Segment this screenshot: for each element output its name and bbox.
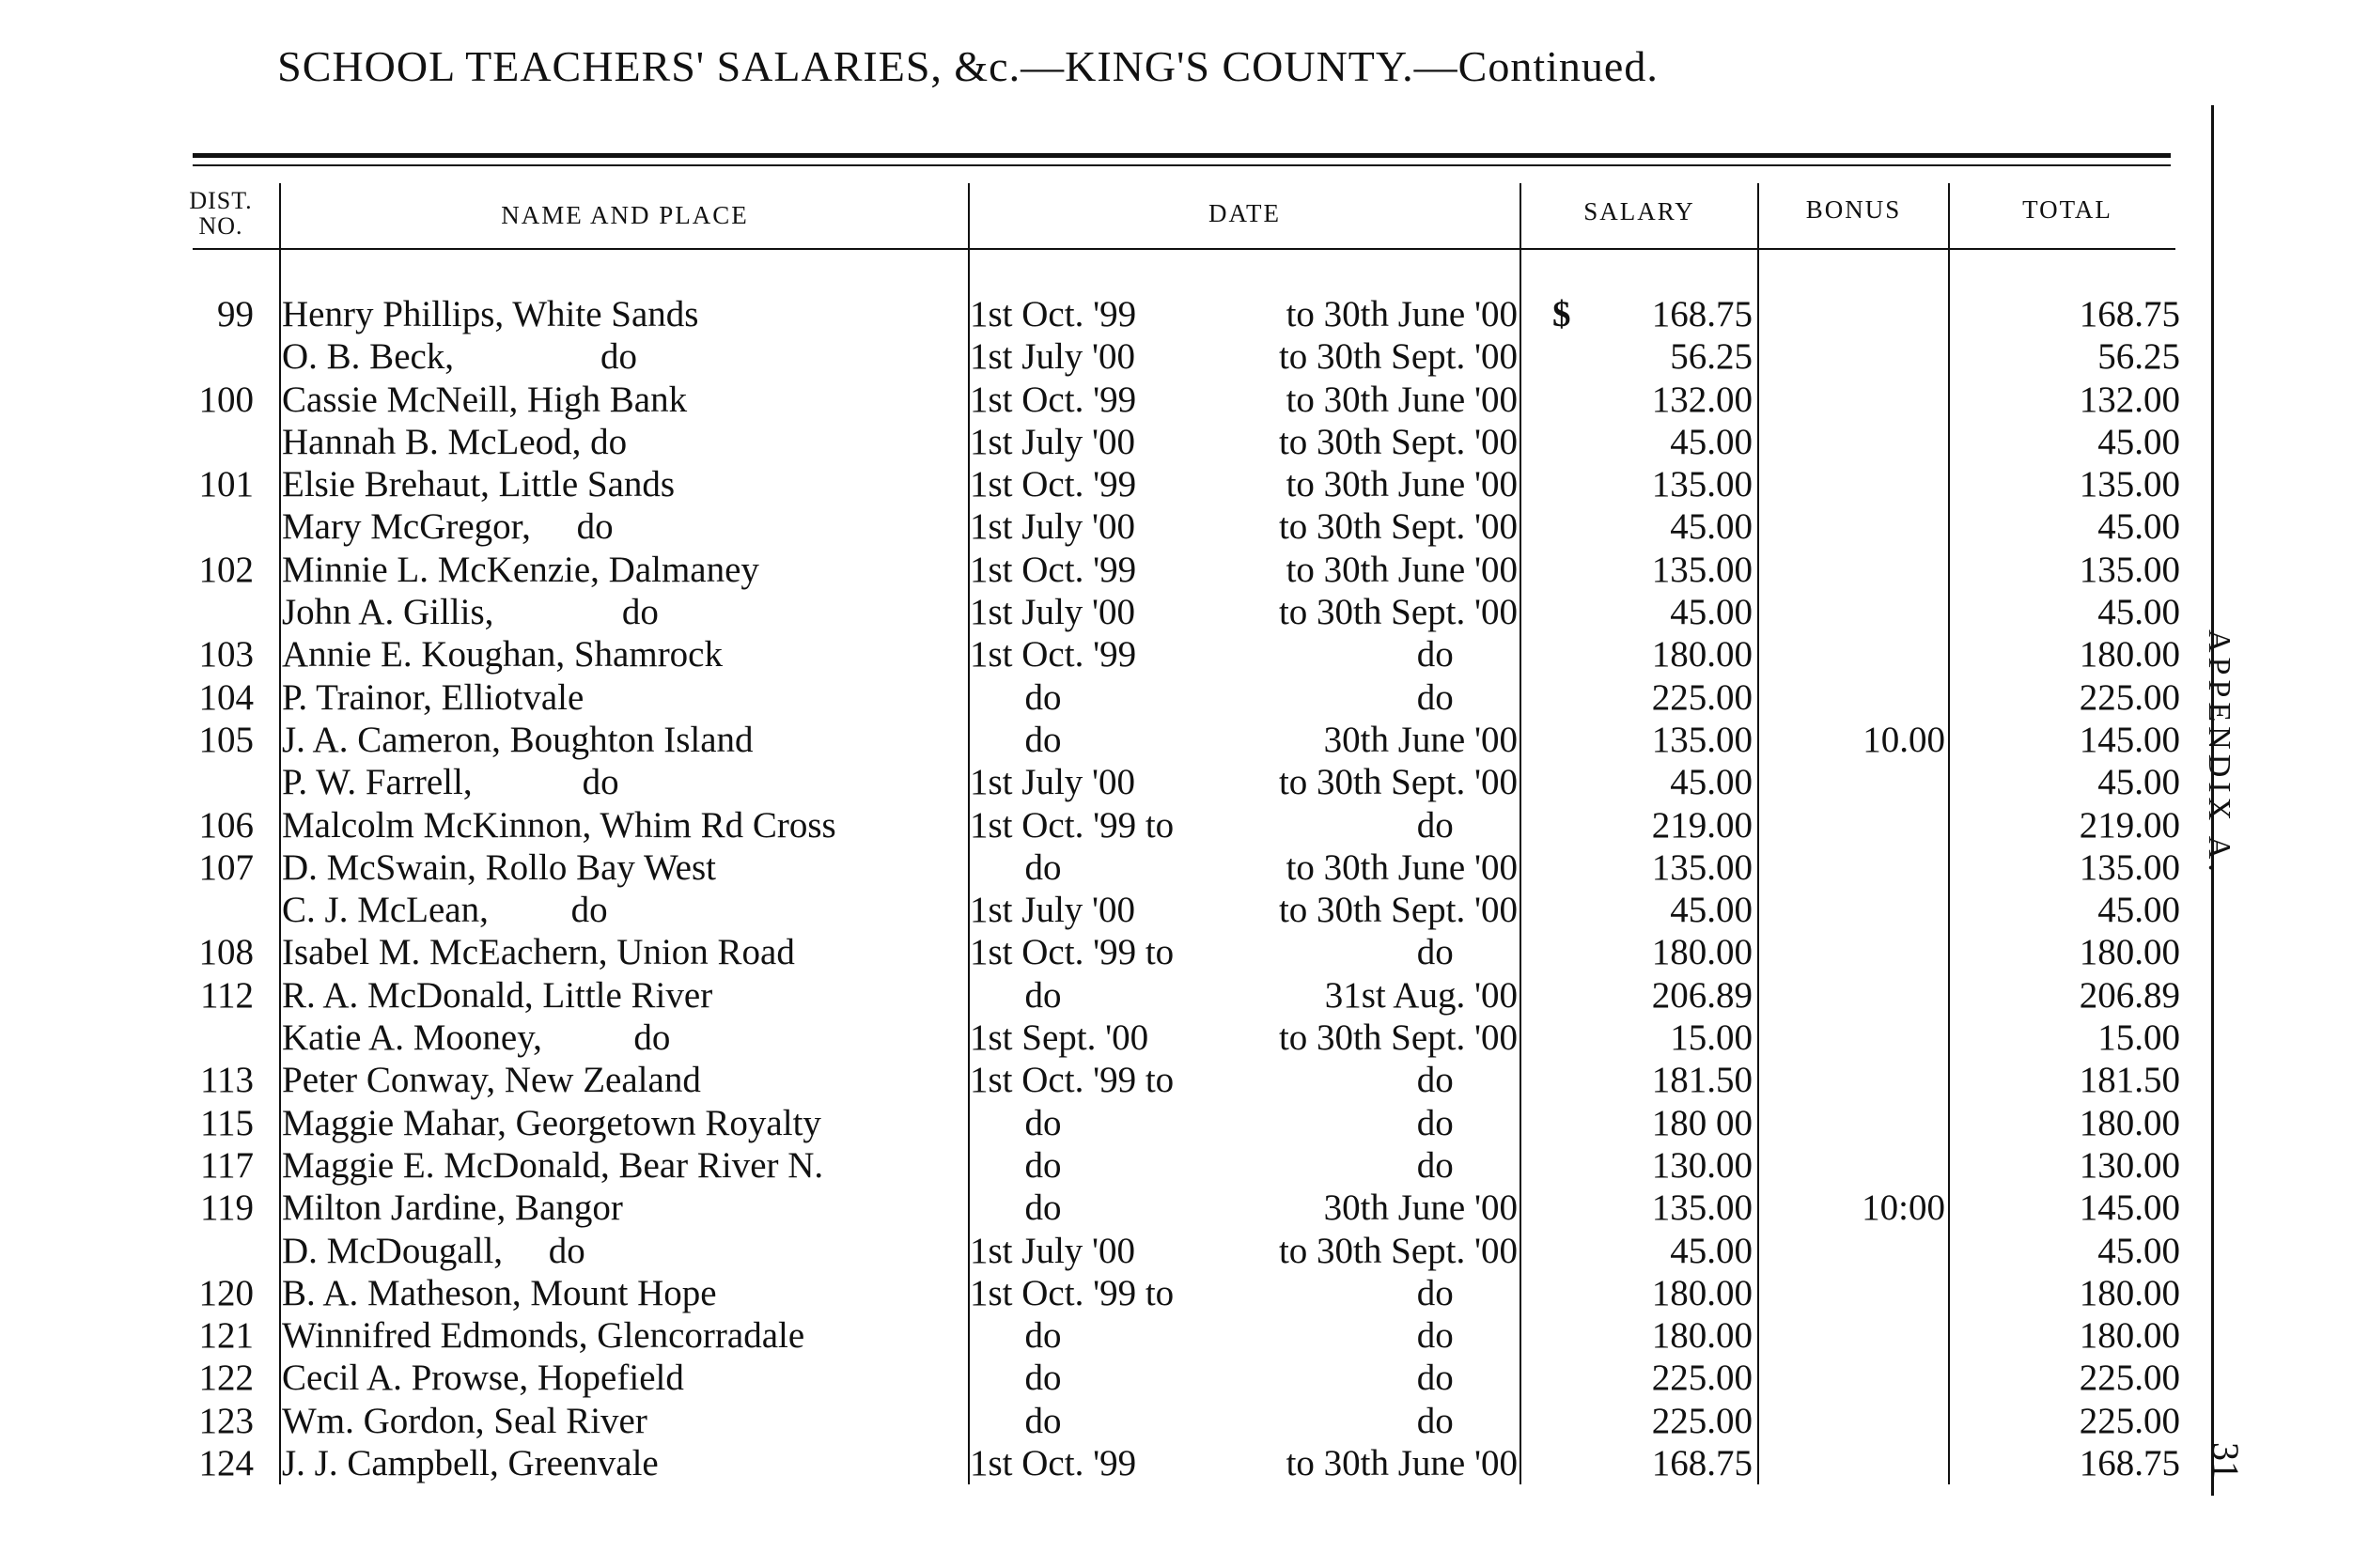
date-to-cell: to 30th June '00: [1286, 846, 1518, 888]
name-place-cell: Elsie Brehaut, Little Sands: [282, 464, 676, 505]
total-cell: 180.00: [2079, 634, 2180, 675]
name-place-cell: Katie A. Mooney, do: [282, 1017, 671, 1059]
table-row: [0, 1400, 2369, 1442]
date-from-cell: do: [970, 1315, 1062, 1357]
date-from-cell: 1st July '00: [970, 506, 1136, 548]
date-from-cell: 1st July '00: [970, 592, 1136, 633]
date-to-cell: do: [1416, 676, 1518, 718]
salary-cell: 45.00: [1670, 421, 1753, 462]
table-row: [0, 505, 2369, 548]
bonus-cell: 10:00: [1862, 1188, 1945, 1229]
header-rule: [193, 248, 2175, 250]
date-to-cell: to 30th Sept. '00: [1278, 1017, 1518, 1059]
table-row: [0, 421, 2369, 463]
total-cell: 181.50: [2079, 1060, 2180, 1101]
date-from-cell: 1st Oct. '99 to: [970, 932, 1175, 973]
table-row: [0, 1230, 2369, 1272]
name-place-cell: Maggie E. McDonald, Bear River N.: [282, 1144, 824, 1186]
dist-no-cell: 104: [198, 676, 254, 718]
header-date: DATE: [1208, 199, 1281, 227]
header-total: TOTAL: [2022, 195, 2112, 224]
dist-no-cell: 124: [198, 1443, 254, 1484]
total-cell: 180.00: [2079, 1102, 2180, 1143]
total-cell: 135.00: [2079, 464, 2180, 505]
date-from-cell: 1st Oct. '99: [970, 294, 1137, 334]
salary-cell: 180.00: [1651, 1315, 1753, 1357]
salary-cell: 135.00: [1651, 464, 1753, 505]
name-place-cell: Wm. Gordon, Seal River: [282, 1400, 647, 1441]
dist-no-cell: 107: [198, 846, 254, 888]
name-place-cell: Malcolm McKinnon, Whim Rd Cross: [282, 804, 836, 846]
date-to-cell: to 30th Sept. '00: [1278, 890, 1518, 931]
name-place-cell: Winnifred Edmonds, Glencorradale: [282, 1315, 805, 1357]
salary-cell: 45.00: [1670, 1230, 1753, 1271]
date-from-cell: do: [970, 1102, 1062, 1143]
salary-cell: 135.00: [1651, 846, 1753, 888]
date-to-cell: do: [1416, 634, 1518, 675]
total-cell: 145.00: [2079, 719, 2180, 760]
total-cell: 180.00: [2079, 1315, 2180, 1357]
salary-cell: 45.00: [1670, 890, 1753, 931]
date-to-cell: to 30th Sept. '00: [1278, 506, 1518, 548]
total-cell: 56.25: [2097, 336, 2180, 378]
date-from-cell: 1st Oct. '99 to: [970, 1060, 1175, 1101]
salary-cell: 45.00: [1670, 762, 1753, 803]
table-row: [0, 1102, 2369, 1144]
date-from-cell: do: [970, 1358, 1062, 1399]
table-row: [0, 463, 2369, 505]
date-to-cell: to 30th Sept. '00: [1278, 592, 1518, 633]
dist-no-cell: 115: [199, 1102, 254, 1143]
salary-cell: 130.00: [1651, 1144, 1753, 1186]
table-row: [0, 591, 2369, 633]
dollar-sign: $: [1552, 294, 1571, 334]
date-from-cell: 1st Oct. '99 to: [970, 1272, 1175, 1313]
name-place-cell: Minnie L. McKenzie, Dalmaney: [282, 549, 759, 590]
salary-cell: 168.75: [1651, 294, 1753, 334]
date-from-cell: 1st Oct. '99: [970, 549, 1137, 590]
table-row: [0, 1059, 2369, 1101]
salary-cell: 15.00: [1670, 1017, 1753, 1059]
top-rule-thin: [193, 164, 2171, 166]
name-place-cell: J. J. Campbell, Greenvale: [282, 1443, 659, 1484]
salary-cell: 219.00: [1651, 804, 1753, 846]
name-place-cell: Isabel M. McEachern, Union Road: [282, 932, 795, 973]
name-place-cell: P. Trainor, Elliotvale: [282, 676, 584, 718]
date-from-cell: 1st Oct. '99: [970, 1443, 1137, 1484]
header-name-place: NAME AND PLACE: [501, 201, 749, 229]
name-place-cell: O. B. Beck, do: [282, 336, 638, 378]
dist-no-cell: 122: [198, 1358, 254, 1399]
date-from-cell: 1st July '00: [970, 336, 1136, 378]
total-cell: 135.00: [2079, 846, 2180, 888]
date-to-cell: 30th June '00: [1323, 719, 1518, 760]
date-to-cell: to 30th June '00: [1286, 549, 1518, 590]
dist-no-cell: 117: [199, 1144, 254, 1186]
total-cell: 130.00: [2079, 1144, 2180, 1186]
name-place-cell: D. McSwain, Rollo Bay West: [282, 846, 716, 888]
date-from-cell: 1st Oct. '99: [970, 464, 1137, 505]
date-from-cell: 1st July '00: [970, 421, 1136, 462]
total-cell: 45.00: [2097, 421, 2180, 462]
table-row: [0, 335, 2369, 378]
date-from-cell: 1st July '00: [970, 1230, 1136, 1271]
table-row: [0, 549, 2369, 591]
table-row: [0, 974, 2369, 1017]
table-row: [0, 676, 2369, 719]
total-cell: 225.00: [2079, 676, 2180, 718]
total-cell: 45.00: [2097, 1230, 2180, 1271]
table-row: [0, 889, 2369, 931]
appendix-label: APPENDIX A.: [2202, 629, 2237, 877]
dist-no-cell: 105: [198, 719, 254, 760]
salary-cell: 206.89: [1651, 974, 1753, 1016]
total-cell: 45.00: [2097, 762, 2180, 803]
date-to-cell: do: [1416, 932, 1518, 973]
salary-cell: 168.75: [1651, 1443, 1753, 1484]
salary-cell: 180.00: [1651, 634, 1753, 675]
salary-cell: 180.00: [1651, 932, 1753, 973]
date-from-cell: 1st July '00: [970, 890, 1136, 931]
salary-cell: 181.50: [1651, 1060, 1753, 1101]
table-row: [0, 1144, 2369, 1187]
total-cell: 45.00: [2097, 890, 2180, 931]
table-row: [0, 846, 2369, 889]
bonus-cell: 10.00: [1862, 719, 1945, 760]
name-place-cell: Cecil A. Prowse, Hopefield: [282, 1358, 684, 1399]
name-place-cell: B. A. Matheson, Mount Hope: [282, 1272, 717, 1313]
date-to-cell: do: [1416, 1272, 1518, 1313]
top-rule-thick: [193, 153, 2171, 158]
dist-no-cell: 120: [198, 1272, 254, 1313]
page-title: SCHOOL TEACHERS' SALARIES, &c.—KING'S COUNTY.—Continued.: [277, 42, 1659, 90]
date-to-cell: do: [1416, 1144, 1518, 1186]
name-place-cell: Milton Jardine, Bangor: [282, 1188, 623, 1229]
dist-no-cell: 121: [198, 1315, 254, 1357]
total-cell: 132.00: [2079, 379, 2180, 420]
table-row: [0, 1272, 2369, 1314]
date-from-cell: do: [970, 1144, 1062, 1186]
table-row: [0, 1357, 2369, 1399]
name-place-cell: D. McDougall, do: [282, 1230, 585, 1271]
page-number: 31: [2205, 1442, 2247, 1480]
table-row: [0, 761, 2369, 803]
dist-no-cell: 106: [198, 804, 254, 846]
table-row: [0, 1442, 2369, 1484]
date-from-cell: do: [970, 846, 1062, 888]
salary-cell: 180 00: [1651, 1102, 1753, 1143]
total-cell: 225.00: [2079, 1400, 2180, 1441]
date-to-cell: 31st Aug. '00: [1324, 974, 1518, 1016]
date-to-cell: do: [1416, 1400, 1518, 1441]
total-cell: 225.00: [2079, 1358, 2180, 1399]
dist-no-cell: 112: [199, 974, 254, 1016]
date-to-cell: to 30th June '00: [1286, 379, 1518, 420]
name-place-cell: P. W. Farrell, do: [282, 762, 619, 803]
date-to-cell: to 30th Sept. '00: [1278, 1230, 1518, 1271]
total-cell: 45.00: [2097, 506, 2180, 548]
date-to-cell: to 30th June '00: [1286, 464, 1518, 505]
table-row: [0, 379, 2369, 421]
header-dist-no: DIST. NO.: [189, 187, 253, 240]
date-from-cell: 1st Oct. '99 to: [970, 804, 1175, 846]
date-to-cell: 30th June '00: [1323, 1188, 1518, 1229]
salary-cell: 45.00: [1670, 592, 1753, 633]
date-from-cell: 1st Oct. '99: [970, 379, 1137, 420]
date-from-cell: do: [970, 1188, 1062, 1229]
salary-cell: 135.00: [1651, 719, 1753, 760]
table-row: [0, 931, 2369, 973]
table-row: [0, 804, 2369, 846]
table-row: [0, 1017, 2369, 1059]
header-salary: SALARY: [1583, 197, 1695, 225]
table-row: [0, 719, 2369, 761]
date-from-cell: 1st July '00: [970, 762, 1136, 803]
total-cell: 15.00: [2097, 1017, 2180, 1059]
name-place-cell: Mary McGregor, do: [282, 506, 614, 548]
table-row: [0, 1314, 2369, 1357]
salary-cell: 56.25: [1670, 336, 1753, 378]
name-place-cell: R. A. McDonald, Little River: [282, 974, 713, 1016]
date-to-cell: to 30th Sept. '00: [1278, 421, 1518, 462]
table-row: [0, 1187, 2369, 1229]
total-cell: 145.00: [2079, 1188, 2180, 1229]
table-body: [0, 293, 2369, 1484]
date-to-cell: do: [1416, 1315, 1518, 1357]
date-to-cell: do: [1416, 1060, 1518, 1101]
table-row: [0, 293, 2369, 335]
dist-no-cell: 108: [198, 932, 254, 973]
name-place-cell: Annie E. Koughan, Shamrock: [282, 634, 723, 675]
salary-cell: 180.00: [1651, 1272, 1753, 1313]
dist-no-cell: 99: [217, 294, 254, 334]
name-place-cell: Hannah B. McLeod, do: [282, 421, 628, 462]
table-row: [0, 633, 2369, 675]
date-to-cell: to 30th June '00: [1286, 294, 1518, 334]
date-to-cell: do: [1416, 1102, 1518, 1143]
name-place-cell: Cassie McNeill, High Bank: [282, 379, 688, 420]
total-cell: 168.75: [2079, 1443, 2180, 1484]
salary-cell: 225.00: [1651, 1400, 1753, 1441]
date-from-cell: do: [970, 719, 1062, 760]
date-to-cell: do: [1416, 1358, 1518, 1399]
total-cell: 45.00: [2097, 592, 2180, 633]
date-to-cell: to 30th Sept. '00: [1278, 336, 1518, 378]
dist-no-cell: 103: [198, 634, 254, 675]
salary-cell: 135.00: [1651, 549, 1753, 590]
dist-no-cell: 102: [198, 549, 254, 590]
name-place-cell: C. J. McLean, do: [282, 890, 608, 931]
name-place-cell: Maggie Mahar, Georgetown Royalty: [282, 1102, 821, 1143]
dist-no-cell: 113: [199, 1060, 254, 1101]
total-cell: 206.89: [2079, 974, 2180, 1016]
total-cell: 180.00: [2079, 1272, 2180, 1313]
salary-cell: 135.00: [1651, 1188, 1753, 1229]
dist-no-cell: 123: [198, 1400, 254, 1441]
total-cell: 135.00: [2079, 549, 2180, 590]
dist-no-cell: 101: [198, 464, 254, 505]
header-bonus: BONUS: [1805, 195, 1902, 224]
name-place-cell: John A. Gillis, do: [282, 592, 659, 633]
name-place-cell: J. A. Cameron, Boughton Island: [282, 719, 754, 760]
date-to-cell: do: [1416, 804, 1518, 846]
date-from-cell: 1st Oct. '99: [970, 634, 1137, 675]
date-to-cell: to 30th Sept. '00: [1278, 762, 1518, 803]
dist-no-cell: 100: [198, 379, 254, 420]
salary-cell: 225.00: [1651, 676, 1753, 718]
total-cell: 219.00: [2079, 804, 2180, 846]
total-cell: 168.75: [2079, 294, 2180, 334]
date-from-cell: do: [970, 676, 1062, 718]
dist-no-cell: 119: [199, 1188, 254, 1229]
date-from-cell: do: [970, 974, 1062, 1016]
salary-cell: 45.00: [1670, 506, 1753, 548]
date-from-cell: 1st Sept. '00: [970, 1017, 1149, 1059]
total-cell: 180.00: [2079, 932, 2180, 973]
salary-cell: 225.00: [1651, 1358, 1753, 1399]
name-place-cell: Peter Conway, New Zealand: [282, 1060, 701, 1101]
salary-cell: 132.00: [1651, 379, 1753, 420]
date-to-cell: to 30th June '00: [1286, 1443, 1518, 1484]
name-place-cell: Henry Phillips, White Sands: [282, 294, 699, 334]
date-from-cell: do: [970, 1400, 1062, 1441]
